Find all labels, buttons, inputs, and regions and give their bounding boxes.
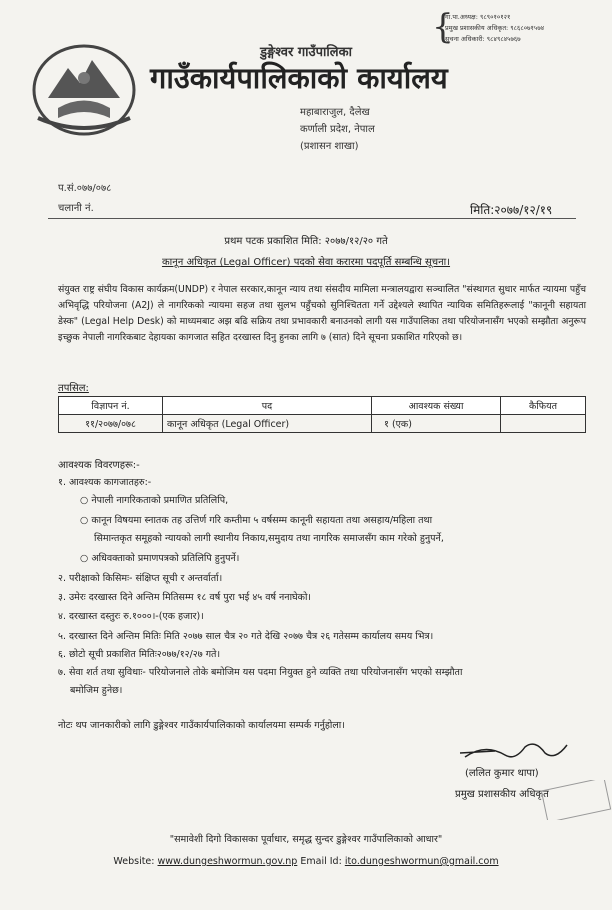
office-title: गाउँकार्यपालिकाको कार्यालय: [150, 61, 448, 95]
requirement-7-continued: बमोजिम हुनेछ।: [70, 685, 123, 696]
vacancy-table: [58, 396, 586, 433]
contact-note: नोटः थप जानकारीको लागि डुङ्गेश्वर गाउँकार्यपालिकाको कार्यालयमा सम्पर्क गर्नुहोला।: [58, 720, 345, 731]
website-label: Website:: [113, 856, 155, 867]
office-stamp: [540, 780, 612, 820]
table-header: पद: [163, 397, 372, 415]
letter-number: प.सं.०७७/०७८: [58, 183, 112, 194]
details-label: तपसिल:: [58, 383, 89, 394]
contact-numbers: [445, 12, 605, 45]
requirement-6: ६. छोटो सूची प्रकाशित मितिः२०७७/१२/२७ गते।: [58, 649, 221, 660]
email-link[interactable]: ito.dungeshwormun@gmail.com: [344, 856, 499, 867]
brace-symbol: {: [432, 7, 454, 47]
requirement-2: २. परीक्षाको किसिमः- संक्षिप्त सूची र अन्तर्वार्ता।: [58, 573, 223, 584]
requirement-4: ४. दरखास्त दस्तुरः रु.१०००।-(एक हजार)।: [58, 611, 204, 622]
footer-contact: [0, 856, 612, 867]
requirement-5: ५. दरखास्त दिने अन्तिम मितिः मिति २०७७ साल चैत्र २० गते देखि २०७७ चैत्र २६ गतेसम्म कार्यालय समय भित्र।: [58, 631, 434, 642]
address: [300, 104, 375, 155]
requirement-7: ७. सेवा शर्त तथा सुविधाः- परियोजनाले तोके बमोजिम यस पदमा नियुक्त हुने व्यक्ति तथा परियोजनासँग भएको सम्झौता: [58, 667, 463, 678]
email-label: Email Id:: [300, 856, 342, 867]
table-cell: [501, 415, 586, 433]
table-header: विज्ञापन नं.: [59, 397, 163, 415]
signatory-name: (ललित कुमार थापा): [465, 768, 539, 779]
list-item: ○ कानून विषयमा स्नातक तह उत्तिर्ण गरि कम्तीमा ५ वर्षसम्म कानूनी सहायता तथा असहाय/महिला तथा: [80, 515, 433, 526]
address-line-3: (प्रशासन शाखा): [300, 141, 359, 152]
list-item: ○ नेपाली नागरिकताको प्रमाणित प्रतिलिपि,: [80, 495, 229, 506]
bullet-text: कानून विषयमा स्नातक तह उत्तिर्ण गरि कम्तीमा ५ वर्षसम्म कानूनी सहायता तथा असहाय/महिला तथा: [91, 515, 433, 526]
website-link[interactable]: www.dungeshwormun.gov.np: [157, 856, 298, 867]
bullet-text: नेपाली नागरिकताको प्रमाणित प्रतिलिपि,: [91, 495, 229, 506]
table-cell: कानून अधिकृत (Legal Officer): [163, 415, 372, 433]
notice-subject: [0, 254, 612, 268]
bullet-text: अधिवक्ताको प्रमाणपत्रको प्रतिलिपि हुनुपर्ने।: [91, 553, 240, 564]
subject-text: कानून अधिकृत (Legal Officer) पदको सेवा करारमा पदपूर्ति सम्बन्धि सूचना।: [161, 257, 451, 268]
table-header-row: [59, 397, 586, 415]
contact-info-officer: सूचना अधिकारी: ९८४९८४५७६७: [445, 35, 521, 43]
notice-body: संयुक्त राष्ट्र संघीय विकास कार्यक्रम(UNDP) र नेपाल सरकार,कानून न्याय तथा संसदीय मामिला मन्त्रालयद्वारा सञ्चालित "संस्थागत सुधार मार्फत न्यायमा पहुँच अभिवृद्धि परियोजना (A2J) ले नागरिकको न्यायमा सहज तथा सुलभ पहुँचको सुनिश्चितता गर्ने उद्देश्यले स्थापित न्यायिक समितिहरूलाई "कानूनी सहायता डेस्क" (Legal Help Desk) को माध्यमबाट अझ बढि सक्रिय तथा प्रभावकारी बनाउनको लागी यस गाउँपालिका तथा परियोजनासँग भएको सम्झौता अनुरूप इच्छुक नेपाली नागरिकबाट देहायका कागजात सहित दरखास्त दिनु हुनका लागि ७ (सात) दिने सूचना प्रकाशित गरिएको छ।: [58, 284, 586, 343]
dispatch-number: चलानी नं.: [58, 203, 94, 214]
header-divider: [48, 218, 576, 219]
table-cell: ११/२०७७/०७८: [59, 415, 163, 433]
requirement-3: ३. उमेरः दरखास्त दिने अन्तिम मितिसम्म १८ वर्ष पुरा भई ४५ वर्ष ननाघेको।: [58, 592, 312, 603]
table-header: आवश्यक संख्या: [372, 397, 501, 415]
letter-date: मिति:२०७७/१२/१९: [470, 203, 553, 217]
municipality-name: डुङ्गेश्वर गाउँपालिका: [260, 45, 352, 60]
signatory-designation: प्रमुख प्रशासकीय अधिकृत: [455, 789, 549, 800]
contact-cao: प्रमुख प्रशासकीय अधिकृत: ९८६८०७१५७४: [445, 24, 545, 32]
list-item: ○ अधिवक्ताको प्रमाणपत्रको प्रतिलिपि हुनुपर्ने।: [80, 553, 240, 564]
table-cell: १ (एक): [372, 415, 501, 433]
handwritten-signature: [455, 735, 575, 765]
list-item-continued: सिमान्तकृत समूहको न्यायको लागी स्थानीय निकाय,समुदाय तथा नागरिक समाजसँग काम गरेको हुनुपर्ने,: [94, 533, 444, 544]
table-header: कैफियत: [501, 397, 586, 415]
table-row: [59, 415, 586, 433]
requirement-1: १. आवश्यक कागजातहरु:-: [58, 477, 152, 488]
published-date: प्रथम पटक प्रकाशित मिति: २०७७/१२/२० गते: [224, 236, 388, 247]
footer-slogan: "समावेशी दिगो विकासका पूर्वाधार, समृद्ध सुन्दर डुङ्गेश्वर गाउँपालिकाको आधार": [169, 834, 443, 845]
requirements-heading: आवश्यक विवरणहरू:-: [58, 460, 140, 471]
address-line-1: महाबाराजुल, दैलेख: [300, 107, 370, 118]
contact-chairman: गा.पा.अध्यक्ष: ९८९०१०१२१: [445, 13, 511, 21]
address-line-2: कर्णाली प्रदेश, नेपाल: [300, 124, 375, 135]
